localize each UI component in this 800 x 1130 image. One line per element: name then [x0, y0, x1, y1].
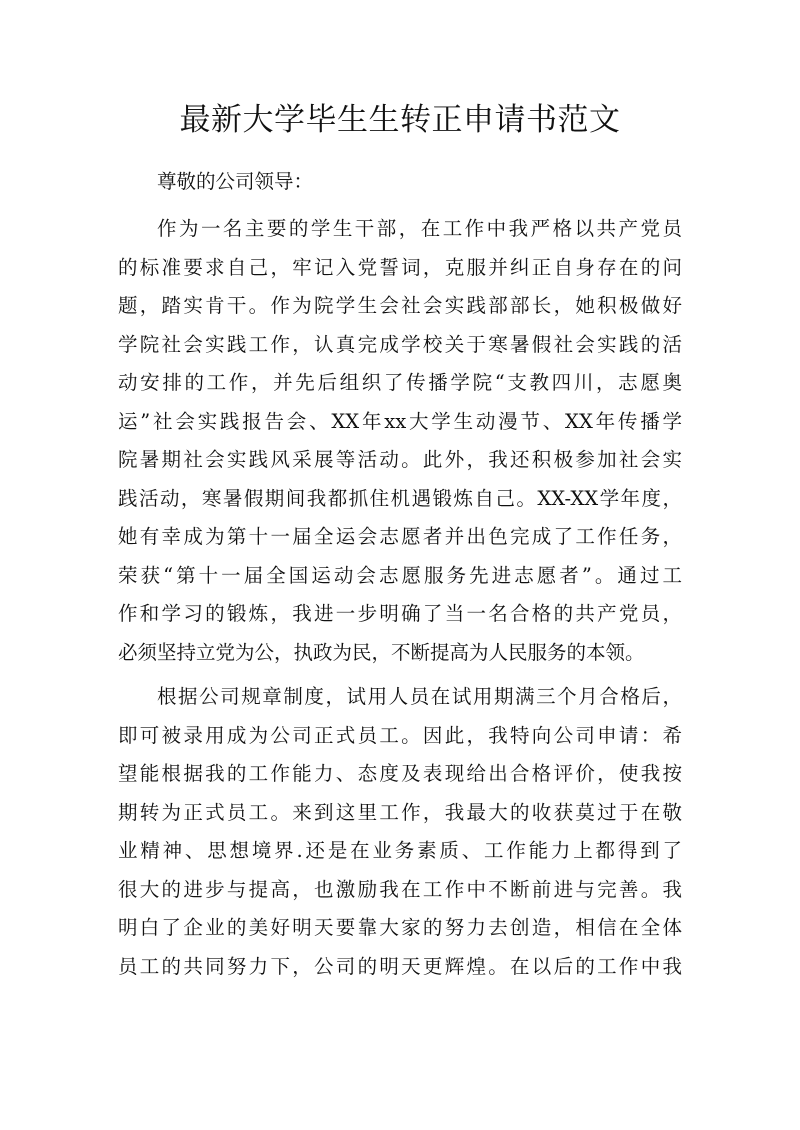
paragraph-2-line: 期转为正式员工。来到这里工作，我最大的收获莫过于在敬 — [118, 800, 682, 824]
paragraph-1-line: 荣获“第十一届全国运动会志愿服务先进志愿者”。通过工 — [118, 563, 682, 587]
body-paragraph-2 — [118, 678, 682, 986]
paragraph-2-line: 明白了企业的美好明天要靠大家的努力去创造，相信在全体 — [118, 916, 682, 939]
paragraph-2-line: 望能根据我的工作能力、态度及表现给出合格评价，使我按 — [118, 762, 682, 785]
paragraph-1-line: 必须坚持立党为公，执政为民，不断提高为人民服务的本领。 — [118, 640, 645, 664]
paragraph-2-line: 业精神、思想境界.还是在业务素质、工作能力上都得到了 — [118, 839, 682, 862]
paragraph-1-line: 运”社会实践报告会、XX年xx大学生动漫节、XX年传播学 — [118, 409, 682, 433]
paragraph-1-line: 题，踏实肯干。作为院学生会社会实践部部长，她积极做好 — [118, 294, 682, 317]
paragraph-1-line: 学院社会实践工作，认真完成学校关于寒暑假社会实践的活 — [118, 332, 682, 356]
paragraph-1-line: 的标准要求自己，牢记入党誓词，克服并纠正自身存在的问 — [118, 255, 682, 279]
paragraph-1-line: 作和学习的锻炼，我进一步明确了当一名合格的共产党员， — [118, 602, 682, 625]
body-paragraph-1 — [118, 210, 682, 672]
paragraph-2-line: 根据公司规章制度，试用人员在试用期满三个月合格后， — [157, 685, 682, 708]
paragraph-1-line: 践活动，寒暑假期间我都抓住机遇锻炼自己。XX-XX学年度， — [118, 486, 682, 510]
paragraph-2-line: 即可被录用成为公司正式员工。因此，我特向公司申请：希 — [118, 723, 682, 747]
paragraph-1-line: 她有幸成为第十一届全运会志愿者并出色完成了工作任务， — [118, 525, 682, 548]
paragraph-2-line: 员工的共同努力下，公司的明天更辉煌。在以后的工作中我 — [118, 954, 682, 978]
document-title: 最新大学毕生生转正申请书范文 — [179, 102, 621, 138]
paragraph-1-line: 动安排的工作，并先后组织了传播学院“支教四川，志愿奥 — [118, 371, 682, 394]
paragraph-1-line: 院暑期社会实践风采展等活动。此外，我还积极参加社会实 — [118, 448, 682, 471]
salutation: 尊敬的公司领导： — [157, 170, 314, 193]
paragraph-1-line: 作为一名主要的学生干部，在工作中我严格以共产党员 — [157, 217, 682, 240]
paragraph-2-line: 很大的进步与提高，也激励我在工作中不断前进与完善。我 — [118, 877, 682, 901]
